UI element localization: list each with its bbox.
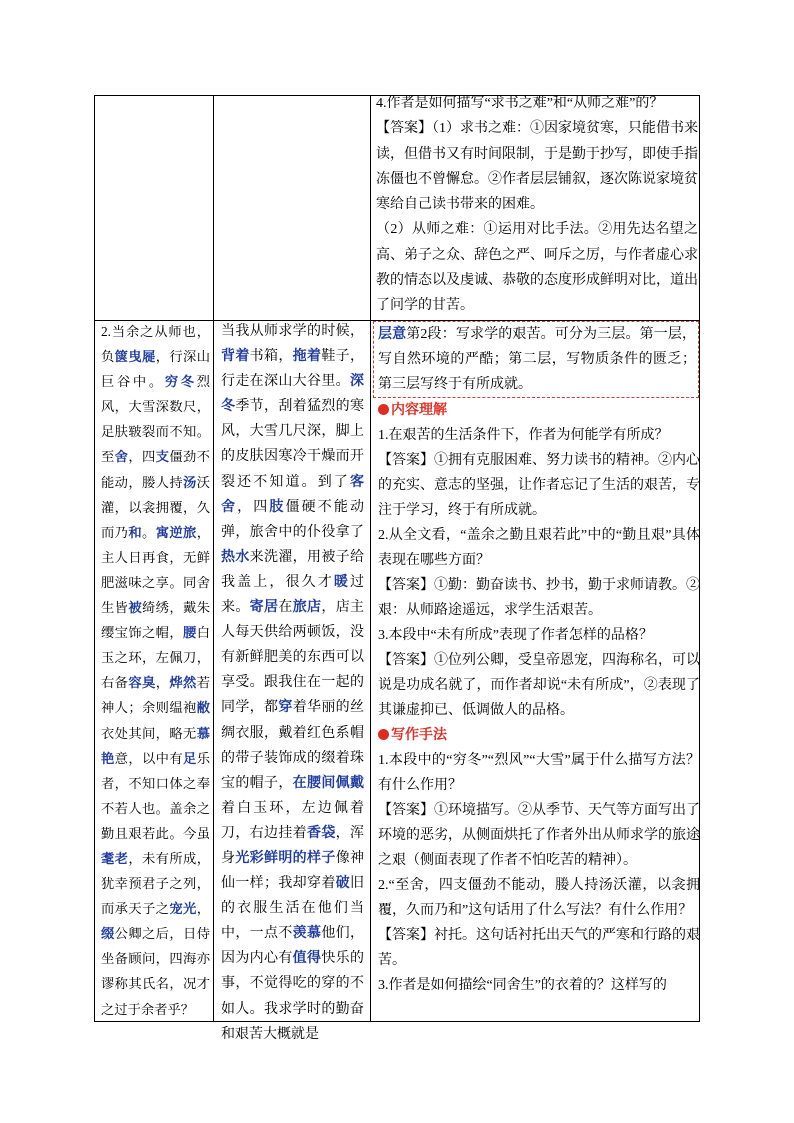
highlighted-term: 在腰间佩戴	[292, 775, 365, 791]
section-heading-content-understanding	[378, 398, 700, 423]
text-run: ，店主人每天供给两顿饭，没有新鲜肥美的东西可以享受。跟我住在一起的同学，都	[221, 600, 365, 716]
text-run: 。	[142, 524, 156, 540]
highlighted-term: 光彩鲜明的样子	[235, 850, 336, 866]
technique-question-2: 2.“至舍，四支僵劲不能动，媵人持汤沃灌，以衾拥覆，久而乃和”这句话用了什么写法？有什么作用？	[378, 878, 700, 918]
highlighted-term: 热水	[221, 549, 250, 565]
layer-summary-box	[373, 321, 699, 398]
highlighted-term: 香袋	[307, 825, 336, 841]
content-answer-3: 【答案】①位列公卿，受皇帝恩宠，四海称名，可以说是功成名就了，而作者却说“未有所成”，②表现了其谦虚抑已、低调做人的品格。	[378, 653, 700, 718]
translation-paragraph	[221, 319, 364, 1047]
answer-4-part1: 【答案】（1）求书之难：①因家境贫寒，只能借书来读，但借书又有时间限制，于是勤于抄写，即使手指冻僵也不曾懈怠。②作者层层铺叙，逐次陈说家境贫寒给自己读书带来的困难。	[376, 121, 698, 213]
highlighted-term: 烨然	[169, 675, 197, 691]
text-run: ，浑身	[221, 825, 365, 866]
text-run: 僵劲不能动，媵人持	[101, 449, 210, 490]
translation-cell	[221, 319, 365, 1042]
text-run: 烈风，大雪深数尺，足肤皲裂而不知。至	[101, 374, 211, 465]
highlighted-term: 层意	[378, 327, 407, 342]
highlighted-term: 旅店	[292, 600, 322, 616]
text-run: ，	[155, 675, 170, 691]
highlighted-term: 拖着	[292, 349, 322, 365]
original-text-cell	[101, 319, 210, 1021]
highlighted-term: 肢	[269, 499, 286, 515]
highlighted-term: 暖	[333, 574, 350, 590]
text-run: 沃灌，以衾拥覆，久而乃	[101, 474, 210, 540]
section-heading-writing-technique	[378, 723, 700, 748]
text-run: 旧的衣服生活在他们当中，一点不	[221, 876, 365, 942]
text-run: 来洗濯，用被子给我盖上，很久才	[221, 549, 365, 590]
highlighted-term: 深冬	[221, 374, 364, 415]
text-run: 公卿之后，日侍坐备顾问，四海亦谬称其氏名，况才之过于余者乎？	[101, 926, 210, 1017]
highlighted-term: 腰	[183, 625, 197, 641]
content-answer-2: 【答案】①勤：勤奋读书、抄书，勤于求师请教。②艰：从师路途遥远，求学生活艰苦。	[378, 578, 700, 618]
text-run: 着华丽的丝绸衣服，戴着红色系帽的带子装饰成的缀着珠宝的帽子，	[221, 700, 365, 791]
analysis-cell	[372, 321, 700, 1021]
highlighted-term: 和	[128, 524, 143, 540]
question-4: 4.作者是如何描写“求书之难”和“从师之难”的？	[376, 96, 664, 111]
column-divider-2	[370, 95, 371, 1022]
section-title: 内容理解	[391, 403, 447, 418]
highlighted-term: 足	[183, 750, 197, 766]
text-run: 季节，刮着猛烈的寒风，大雪几尺深，脚上的皮肤因寒冷干燥而开裂还不知道。到了	[221, 399, 365, 490]
text-run: 衣处其间，略无	[101, 725, 197, 741]
text-run: ，	[196, 901, 210, 917]
text-run: 像神仙一样；我却穿着	[221, 850, 365, 892]
text-run: ，主人日再食，无鲜肥滋味之享。同舍生皆	[101, 524, 210, 616]
text-run: 他们，因为内心有	[221, 926, 365, 967]
section-title: 写作手法	[391, 728, 447, 743]
highlighted-term: 箧曳屣	[114, 349, 156, 365]
text-run: 意，以中有	[114, 750, 184, 766]
highlighted-term: 破	[335, 876, 351, 892]
layer-summary-text	[378, 322, 696, 397]
text-run: 白玉之环，左佩刀，右备	[101, 625, 210, 691]
red-dot-icon	[378, 729, 389, 740]
technique-answer-2: 【答案】衬托。这句话衬托出天气的严寒和行路的艰苦。	[378, 928, 700, 968]
highlighted-term: 羡慕	[292, 926, 322, 942]
text-run: 书箱，	[249, 349, 293, 365]
text-run: 当我从师求学的时候，	[221, 324, 364, 339]
text-run: 快乐的事，不觉得吃的穿的不如人。我求学时的勤奋和艰苦大概就是	[221, 951, 365, 1042]
content-question-1: 1.在艰苦的生活条件下，作者为何能学有所成？	[378, 428, 669, 443]
column-divider-1	[213, 95, 214, 1022]
text-run: 过来。	[221, 574, 364, 616]
highlighted-term: 寓逆旅	[155, 524, 197, 540]
text-run: 2.当余之从师也，负	[101, 324, 210, 365]
row1-notes-cell	[376, 91, 698, 319]
text-run: 第2段：写求学的艰苦。可分为三层。第一层，写自然环境的严酷；第二层，写物质条件的匮乏；第三层写终于有所成就。	[378, 327, 697, 392]
highlighted-term: 慕艳	[101, 725, 210, 766]
content-answer-1: 【答案】①拥有克服困难、努力读书的精神。②内心的充实、意志的坚强，让作者忘记了生活的艰苦，专注于学习，终于有所成就。	[378, 453, 700, 518]
highlighted-term: 寄居	[249, 600, 279, 616]
highlighted-term: 客舍	[221, 474, 364, 515]
highlighted-term: 敝	[196, 700, 210, 716]
analysis-flow	[372, 398, 700, 998]
highlighted-term: 穷冬	[164, 374, 197, 390]
highlighted-term: 缀	[101, 926, 115, 942]
highlighted-term: 汤	[183, 474, 197, 490]
text-run: 僵硬不能动弹，旅舍中的仆役拿了	[221, 499, 364, 540]
text-run: ，行深山巨谷中。	[101, 349, 210, 390]
text-run: ，未有所成，犹幸预君子之列，而承天子之	[101, 850, 210, 917]
highlighted-term: 耄老	[101, 850, 129, 866]
original-text-paragraph	[101, 319, 210, 1022]
content-question-3: 3.本段中“未有所成”表现了作者怎样的品格？	[378, 628, 653, 643]
text-run: 若神人；余则缊袍	[101, 675, 210, 716]
technique-question-3: 3.作者是如何描绘“同舍生”的衣着的？这样写的	[378, 978, 667, 993]
text-run: 鞋子，行走在深山大谷里。	[221, 349, 365, 390]
highlighted-term: 穿	[278, 700, 293, 716]
highlighted-term: 背着	[221, 349, 250, 365]
red-dot-icon	[378, 404, 389, 415]
highlighted-term: 宠光	[169, 901, 197, 917]
highlighted-term: 容臭	[128, 675, 156, 691]
highlighted-term: 被	[128, 600, 143, 616]
text-run: 在	[278, 600, 293, 616]
content-question-2: 2.从全文看，“盖余之勤且艰若此”中的“勤且艰”具体表现在哪些方面？	[378, 528, 700, 568]
answer-4-part2: （2）从师之难：①运用对比手法。②用先达名望之高、弟子之众、辞色之严、呵斥之厉，与作者虚心求教的情态以及虔诚、恭敬的态度形成鲜明对比，道出了问学的甘苦。	[376, 222, 698, 314]
text-run: 乐者，不知口体之奉不若人也。盖余之勤且艰若此。今虽	[101, 750, 210, 841]
highlighted-term: 舍	[114, 449, 129, 465]
text-run: 绮绣，戴朱缨宝饰之帽，	[101, 600, 210, 641]
text-run: 着白玉环，左边佩着刀，右边挂着	[221, 800, 364, 841]
text-run: ，四	[128, 449, 156, 465]
text-run: ，四	[237, 499, 270, 515]
highlighted-term: 值得	[292, 951, 322, 967]
technique-answer-1: 【答案】①环境描写。②从季节、天气等方面写出了环境的恶劣，从侧面烘托了作者外出从师求学的旅途之艰（侧面表现了作者不怕吃苦的精神）。	[378, 803, 700, 868]
technique-question-1: 1.本段中的“穷冬”“烈风”“大雪”属于什么描写方法？有什么作用？	[378, 753, 700, 793]
highlighted-term: 支	[155, 449, 170, 465]
